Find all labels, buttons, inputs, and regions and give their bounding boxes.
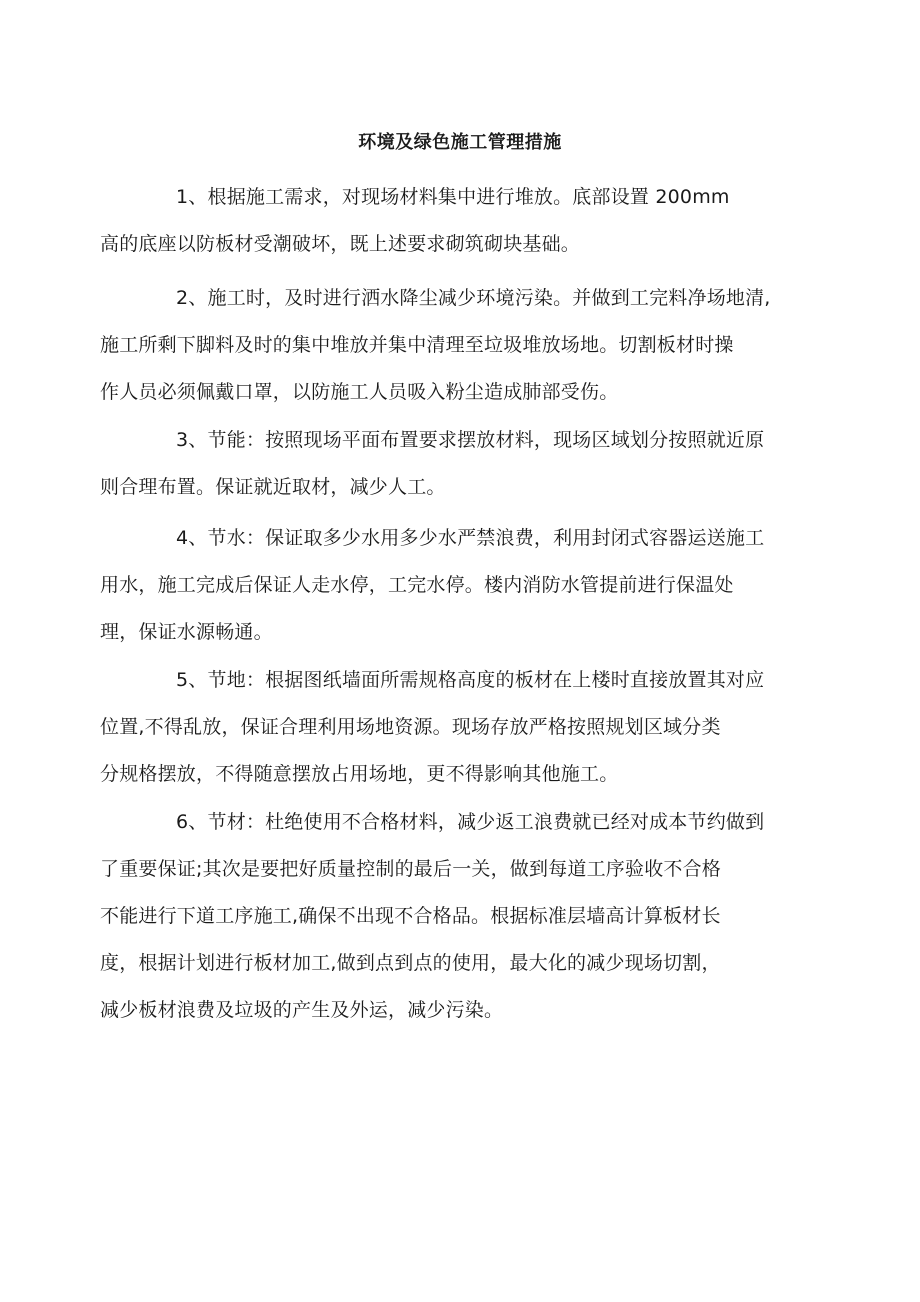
paragraph-line: 2、施工时，及时进行洒水降尘减少环境污染。并做到工完料净场地清, <box>176 287 771 309</box>
paragraph-line: 则合理布置。保证就近取材，减少人工。 <box>100 476 446 498</box>
paragraph-line: 4、节水：保证取多少水用多少水严禁浪费，利用封闭式容器运送施工 <box>176 527 765 549</box>
paragraph-line: 3、节能：按照现场平面布置要求摆放材料，现场区域划分按照就近原 <box>176 429 765 451</box>
paragraph-line: 6、节材：杜绝使用不合格材料，减少返工浪费就已经对成本节约做到 <box>176 811 765 833</box>
paragraph-line: 5、节地：根据图纸墙面所需规格高度的板材在上楼时直接放置其对应 <box>176 669 765 691</box>
paragraph-material-stacking <box>100 174 800 268</box>
paragraph-line: 1、根据施工需求，对现场材料集中进行堆放。底部设置 200mm <box>176 186 730 208</box>
paragraph-line: 位置,不得乱放，保证合理利用场地资源。现场存放严格按照规划区域分类 <box>100 716 721 738</box>
paragraph-dust-control <box>100 275 800 416</box>
paragraph-material-saving <box>100 799 800 1034</box>
paragraph-line: 度，根据计划进行板材加工,做到点到点的使用，最大化的减少现场切割， <box>100 952 721 974</box>
paragraph-water-saving <box>100 515 800 656</box>
paragraph-line: 作人员必须佩戴口罩，以防施工人员吸入粉尘造成肺部受伤。 <box>100 381 619 403</box>
paragraph-line: 施工所剩下脚料及时的集中堆放并集中清理至垃圾堆放场地。切割板材时操 <box>100 334 734 356</box>
paragraph-line: 了重要保证;其次是要把好质量控制的最后一关，做到每道工序验收不合格 <box>100 858 722 880</box>
paragraph-line: 用水，施工完成后保证人走水停，工完水停。楼内消防水管提前进行保温处 <box>100 574 734 596</box>
paragraph-line: 分规格摆放，不得随意摆放占用场地，更不得影响其他施工。 <box>100 763 619 785</box>
paragraph-line: 理，保证水源畅通。 <box>100 621 273 643</box>
paragraph-line: 高的底座以防板材受潮破坏，既上述要求砌筑砌块基础。 <box>100 233 581 255</box>
paragraph-line: 不能进行下道工序施工,确保不出现不合格品。根据标准层墙高计算板材长 <box>100 905 721 927</box>
paragraph-land-saving <box>100 657 800 798</box>
paragraph-line: 减少板材浪费及垃圾的产生及外运，减少污染。 <box>100 999 504 1021</box>
document-title: 环境及绿色施工管理措施 <box>358 132 562 153</box>
paragraph-energy-saving <box>100 417 800 511</box>
